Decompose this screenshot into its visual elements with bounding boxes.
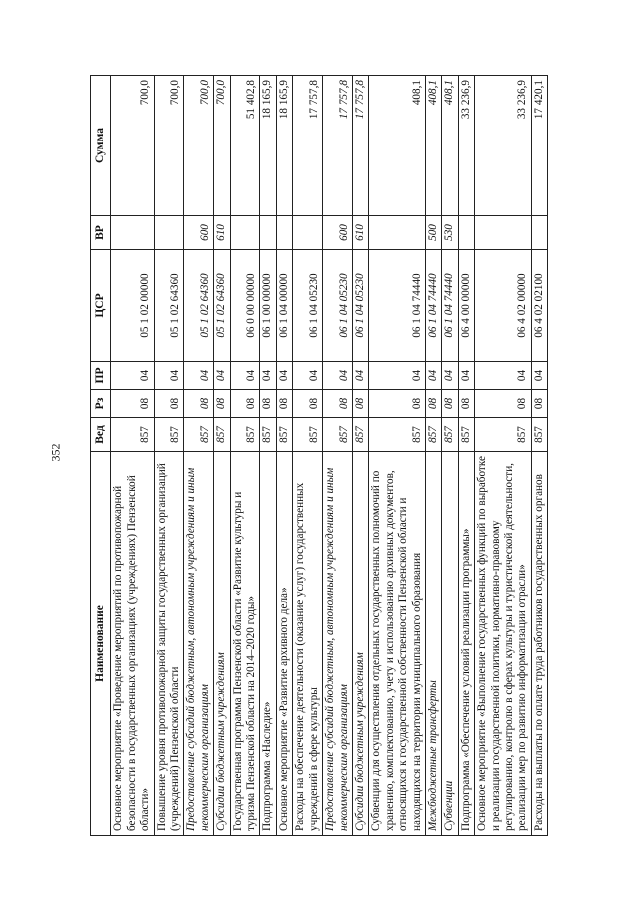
- cell-name: Субвенции для осуществления отдельных государственных полномочий по хранению, комплектованию, учету и использованию архивных документов, относящихся к государственной собственности Пензенской области и находящихся на территории муниципального образования: [369, 452, 426, 836]
- cell-ved: 857: [369, 418, 426, 452]
- cell-name: Основное мероприятие «Выполнение государственных функций по выработке и реализации государственной политики, нормативно-правовому регулированию, контролю в сферах культуры и туристической деятельности, реализации мер по развитию информатизации отрасли»: [475, 452, 532, 836]
- cell-vr: [154, 216, 184, 250]
- header-pr: ПР: [91, 362, 111, 390]
- cell-pr: 04: [425, 362, 441, 390]
- table-row: [184, 76, 214, 836]
- cell-pr: 04: [369, 362, 426, 390]
- cell-vr: [230, 216, 260, 250]
- cell-ved: 857: [323, 418, 353, 452]
- cell-pr: 04: [260, 362, 276, 390]
- table-row: [154, 76, 184, 836]
- cell-ved: 857: [214, 418, 230, 452]
- table-row: [475, 76, 532, 836]
- cell-sum: 17 757,8: [352, 76, 368, 216]
- cell-vr: [475, 216, 532, 250]
- cell-rz: 08: [442, 390, 458, 418]
- cell-vr: 600: [323, 216, 353, 250]
- table-row: [276, 76, 292, 836]
- cell-vr: 610: [352, 216, 368, 250]
- cell-sum: 17 420,1: [531, 76, 547, 216]
- cell-name: Субсидии бюджетным учреждениям: [352, 452, 368, 836]
- cell-csr: 06 1 04 05230: [323, 250, 353, 362]
- cell-pr: 04: [352, 362, 368, 390]
- header-ved: Вед: [91, 418, 111, 452]
- cell-sum: 700,0: [111, 76, 154, 216]
- cell-vr: [458, 216, 474, 250]
- budget-table: [90, 75, 548, 836]
- cell-vr: [111, 216, 154, 250]
- cell-csr: 06 1 04 74440: [369, 250, 426, 362]
- cell-sum: 18 165,9: [260, 76, 276, 216]
- cell-pr: 04: [323, 362, 353, 390]
- cell-name: Повышение уровня противопожарной защиты государственных организаций (учреждений) Пензенской области: [154, 452, 184, 836]
- cell-rz: 08: [531, 390, 547, 418]
- cell-sum: 51 402,8: [230, 76, 260, 216]
- cell-csr: 06 1 04 74440: [425, 250, 441, 362]
- cell-sum: 408,1: [425, 76, 441, 216]
- table-row: [352, 76, 368, 836]
- cell-sum: 17 757,8: [293, 76, 323, 216]
- cell-pr: 04: [442, 362, 458, 390]
- table-row: [458, 76, 474, 836]
- page-number: 352: [48, 443, 63, 462]
- cell-ved: 857: [276, 418, 292, 452]
- cell-sum: 408,1: [369, 76, 426, 216]
- table-row: [531, 76, 547, 836]
- cell-rz: 08: [352, 390, 368, 418]
- cell-ved: 857: [475, 418, 532, 452]
- cell-rz: 08: [111, 390, 154, 418]
- cell-csr: 06 4 00 00000: [458, 250, 474, 362]
- header-name: Наименование: [91, 452, 111, 836]
- cell-sum: 700,0: [184, 76, 214, 216]
- cell-rz: 08: [230, 390, 260, 418]
- cell-ved: 857: [425, 418, 441, 452]
- cell-pr: 04: [475, 362, 532, 390]
- cell-csr: 06 1 04 00000: [276, 250, 292, 362]
- header-sum: Сумма: [91, 76, 111, 216]
- cell-rz: 08: [260, 390, 276, 418]
- cell-ved: 857: [184, 418, 214, 452]
- cell-ved: 857: [293, 418, 323, 452]
- cell-name: Расходы на выплаты по оплате труда работников государственных органов: [531, 452, 547, 836]
- cell-sum: 18 165,9: [276, 76, 292, 216]
- cell-name: Предоставление субсидий бюджетным, автономным учреждениям и иным некоммерческим организациям: [323, 452, 353, 836]
- table-row: [111, 76, 154, 836]
- cell-sum: 17 757,8: [323, 76, 353, 216]
- header-rz: Рз: [91, 390, 111, 418]
- cell-name: Предоставление субсидий бюджетным, автономным учреждениям и иным некоммерческим организациям: [184, 452, 214, 836]
- cell-ved: 857: [154, 418, 184, 452]
- cell-rz: 08: [184, 390, 214, 418]
- cell-csr: 05 1 02 00000: [111, 250, 154, 362]
- cell-pr: 04: [184, 362, 214, 390]
- cell-ved: 857: [531, 418, 547, 452]
- cell-rz: 08: [154, 390, 184, 418]
- table-row: [369, 76, 426, 836]
- cell-rz: 08: [475, 390, 532, 418]
- cell-rz: 08: [458, 390, 474, 418]
- cell-rz: 08: [323, 390, 353, 418]
- table-body: [111, 76, 548, 836]
- cell-csr: 05 1 02 64360: [184, 250, 214, 362]
- cell-vr: 500: [425, 216, 441, 250]
- cell-pr: 04: [531, 362, 547, 390]
- cell-vr: 610: [214, 216, 230, 250]
- cell-csr: 06 4 02 00000: [475, 250, 532, 362]
- header-vr: ВР: [91, 216, 111, 250]
- cell-sum: 33 236,9: [475, 76, 532, 216]
- cell-name: Подпрограмма «Наследие»: [260, 452, 276, 836]
- table-row: [293, 76, 323, 836]
- cell-ved: 857: [230, 418, 260, 452]
- cell-name: Подпрограмма «Обеспечение условий реализации программы»: [458, 452, 474, 836]
- cell-rz: 08: [293, 390, 323, 418]
- cell-rz: 08: [425, 390, 441, 418]
- cell-rz: 08: [276, 390, 292, 418]
- cell-sum: 33 236,9: [458, 76, 474, 216]
- cell-rz: 08: [214, 390, 230, 418]
- cell-vr: [293, 216, 323, 250]
- cell-vr: [531, 216, 547, 250]
- cell-csr: 06 1 04 05230: [293, 250, 323, 362]
- cell-ved: 857: [111, 418, 154, 452]
- rotated-table-container: [90, 76, 545, 836]
- cell-csr: 06 0 00 00000: [230, 250, 260, 362]
- header-csr: ЦСР: [91, 250, 111, 362]
- cell-sum: 408,1: [442, 76, 458, 216]
- cell-csr: 06 1 04 05230: [352, 250, 368, 362]
- cell-pr: 04: [154, 362, 184, 390]
- cell-vr: [276, 216, 292, 250]
- cell-ved: 857: [352, 418, 368, 452]
- cell-pr: 04: [214, 362, 230, 390]
- table-row: [442, 76, 458, 836]
- cell-pr: 04: [276, 362, 292, 390]
- cell-name: Основное мероприятие «Развитие архивного дела»: [276, 452, 292, 836]
- cell-ved: 857: [260, 418, 276, 452]
- table-row: [260, 76, 276, 836]
- cell-pr: 04: [230, 362, 260, 390]
- table-header-row: [91, 76, 111, 836]
- cell-name: Основное мероприятие «Проведение мероприятий по противопожарной безопасности в государственных организациях (учреждениях) Пензенской области»: [111, 452, 154, 836]
- cell-pr: 04: [458, 362, 474, 390]
- table-row: [214, 76, 230, 836]
- table-row: [230, 76, 260, 836]
- cell-pr: 04: [293, 362, 323, 390]
- cell-sum: 700,0: [214, 76, 230, 216]
- cell-name: Государственная программа Пензенской области «Развитие культуры и туризма Пензенской области на 2014–2020 годы»: [230, 452, 260, 836]
- cell-ved: 857: [442, 418, 458, 452]
- table-row: [425, 76, 441, 836]
- cell-ved: 857: [458, 418, 474, 452]
- cell-name: Субсидии бюджетным учреждениям: [214, 452, 230, 836]
- cell-csr: 05 1 02 64360: [154, 250, 184, 362]
- cell-csr: 06 1 04 74440: [442, 250, 458, 362]
- cell-vr: [369, 216, 426, 250]
- cell-sum: 700,0: [154, 76, 184, 216]
- cell-name: Межбюджетные трансферты: [425, 452, 441, 836]
- cell-csr: 06 1 00 00000: [260, 250, 276, 362]
- cell-csr: 05 1 02 64360: [214, 250, 230, 362]
- cell-vr: 600: [184, 216, 214, 250]
- cell-pr: 04: [111, 362, 154, 390]
- cell-rz: 08: [369, 390, 426, 418]
- cell-name: Расходы на обеспечение деятельности (оказание услуг) государственных учреждений в сфере культуры: [293, 452, 323, 836]
- cell-vr: [260, 216, 276, 250]
- table-row: [323, 76, 353, 836]
- cell-name: Субвенции: [442, 452, 458, 836]
- cell-vr: 530: [442, 216, 458, 250]
- cell-csr: 06 4 02 02100: [531, 250, 547, 362]
